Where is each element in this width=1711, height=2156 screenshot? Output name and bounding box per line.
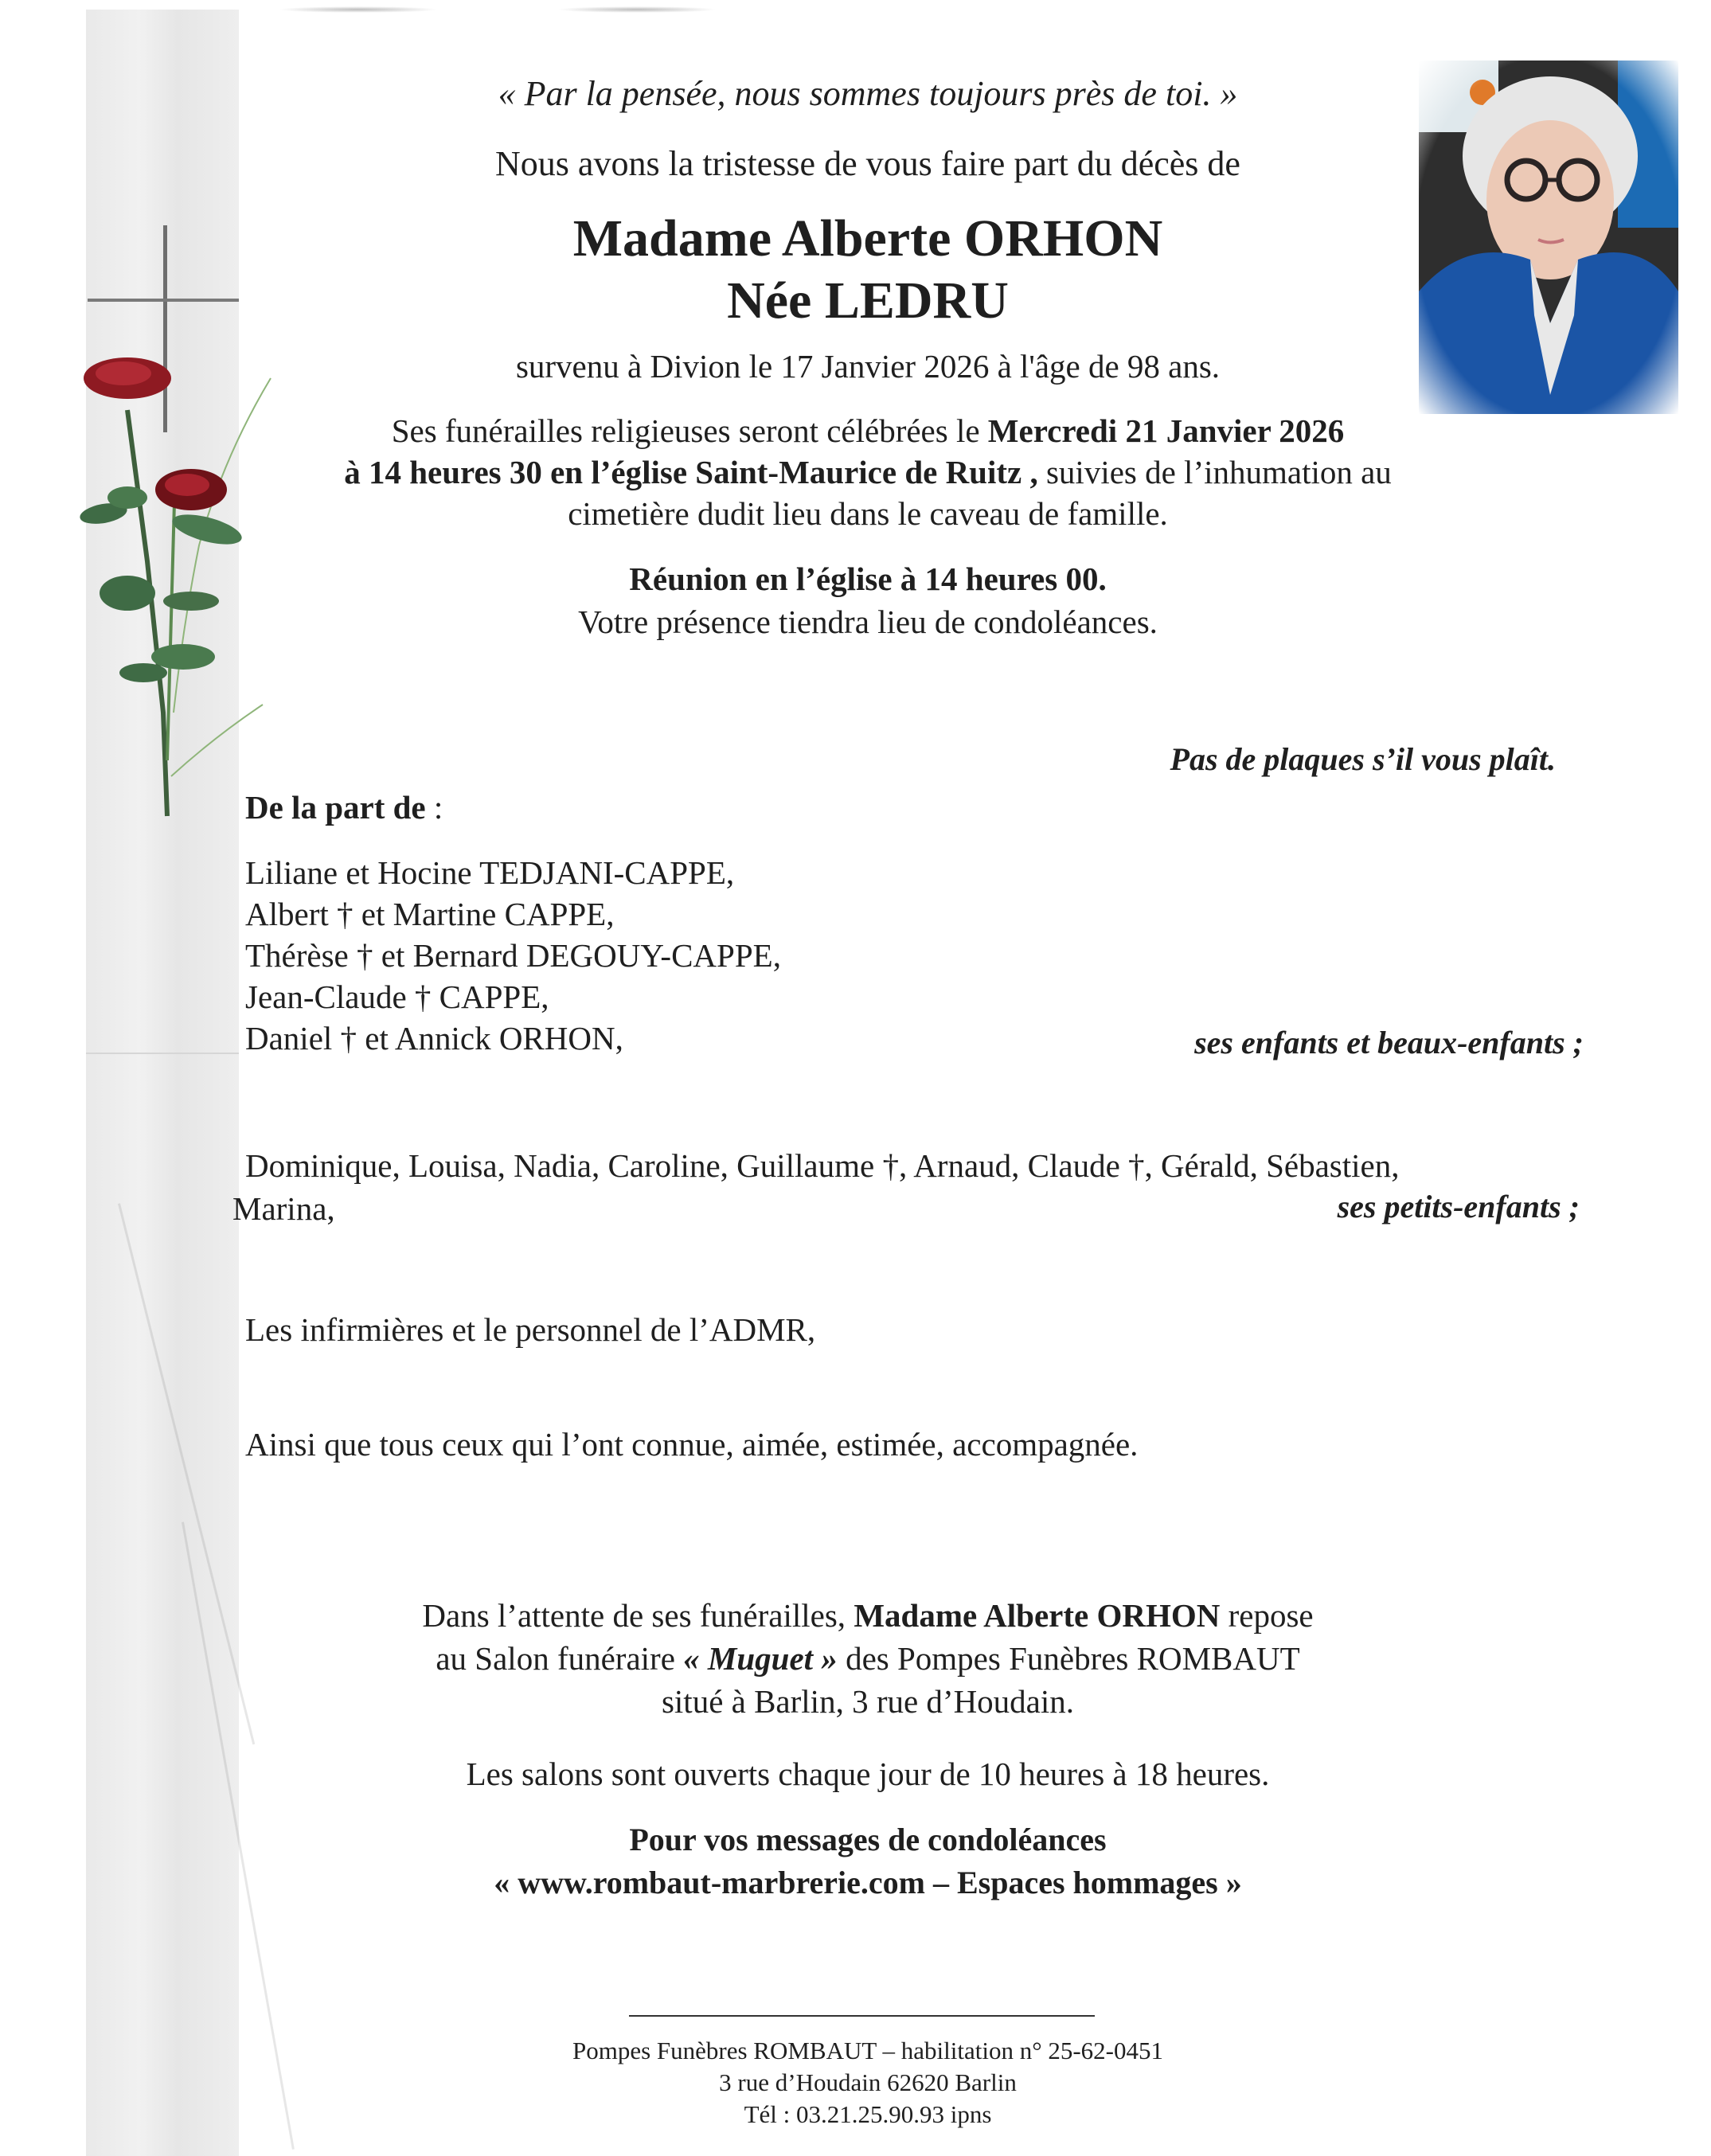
band-streak: [118, 1203, 255, 1744]
child-entry: [245, 893, 781, 935]
messages-title: Pour vos messages de condoléances: [629, 1822, 1107, 1857]
child-name: Liliane et Hocine TEDJANI-CAPPE,: [245, 854, 735, 891]
repose-deceased-name: Madame Alberte ORHON: [854, 1597, 1221, 1634]
children-role: ses enfants et beaux-enfants ;: [1194, 1025, 1584, 1060]
repose-address: situé à Barlin, 3 rue d’Houdain.: [661, 1683, 1075, 1720]
salon-name: « Muguet »: [683, 1640, 838, 1677]
scan-shadow: [279, 6, 438, 13]
funeral-line-3: cimetière dudit lieu dans le caveau de famille.: [568, 495, 1168, 532]
child-name: Thérèse: [245, 937, 357, 974]
cross-icon-horizontal: [88, 299, 239, 302]
grandchildren-role: ses petits-enfants ;: [1337, 1189, 1580, 1224]
from-label-text: De la part de: [245, 789, 426, 826]
deceased-cross-icon: †: [340, 1020, 357, 1057]
salon-hours: Les salons sont ouverts chaque jour de 10 heures à 18 heures.: [466, 1756, 1270, 1792]
grandchildren-line-1: Dominique, Louisa, Nadia, Caroline, Guillaume †, Arnaud, Claude †, Gérald, Sébastien,: [245, 1147, 1400, 1184]
funeral-time-place: à 14 heures 30 en l’église Saint-Maurice de Ruitz ,: [344, 454, 1038, 490]
child-name: Jean-Claude: [245, 978, 415, 1015]
footer: [239, 2035, 1497, 2131]
footer-phone: Tél : 03.21.25.90.93 ipns: [744, 2100, 992, 2128]
deceased-cross-icon: †: [414, 978, 432, 1015]
footer-company: Pompes Funèbres ROMBAUT – habilitation n° 25-62-0451: [572, 2037, 1164, 2064]
child-name-rest: et Martine CAPPE,: [353, 896, 615, 932]
nurses-line: Les infirmières et le personnel de l’ADMR,: [245, 1311, 816, 1348]
repose-line-2-text: au Salon funéraire: [436, 1640, 684, 1677]
children-list: [245, 852, 781, 1059]
scan-shadow: [557, 6, 717, 13]
condolences-note: Votre présence tiendra lieu de condoléances.: [578, 603, 1158, 640]
child-entry: [245, 852, 781, 893]
funeral-line-2-text: suivies de l’inhumation au: [1037, 454, 1392, 490]
grandchildren-line-2: Marina,: [232, 1190, 335, 1227]
footer-divider: [629, 2015, 1095, 2017]
repose-block: [239, 1594, 1497, 1723]
rose-leaves: [80, 486, 244, 682]
child-name: Daniel: [245, 1020, 341, 1057]
child-entry: [245, 935, 781, 976]
repose-line-2-suffix: des Pompes Funèbres ROMBAUT: [837, 1640, 1300, 1677]
maiden-name: Née LEDRU: [727, 271, 1009, 330]
all-others-line: Ainsi que tous ceux qui l’ont connue, aimée, estimée, accompagnée.: [245, 1426, 1139, 1463]
messages-website-link[interactable]: « www.rombaut-marbrerie.com – Espaces hommages »: [494, 1865, 1242, 1900]
funeral-line-1: [223, 410, 1513, 451]
child-name-rest: et Bernard DEGOUY-CAPPE,: [373, 937, 781, 974]
death-notice: survenu à Divion le 17 Janvier 2026 à l'âge de 98 ans.: [515, 348, 1221, 385]
band-seam: [86, 1053, 239, 1054]
reunion-block: [239, 557, 1497, 643]
from-label-colon: :: [425, 789, 443, 826]
rose-flowers: [84, 357, 227, 510]
memorial-quote: « Par la pensée, nous sommes toujours près de toi. »: [498, 74, 1238, 113]
child-name: Albert: [245, 896, 337, 932]
funeral-details: [223, 410, 1513, 534]
repose-line-1: [239, 1594, 1497, 1637]
funeral-line-1-text: Ses funérailles religieuses seront célébrées le: [391, 412, 988, 449]
child-entry: [245, 1017, 781, 1059]
child-name-rest: CAPPE,: [431, 978, 549, 1015]
funeral-date: Mercredi 21 Janvier 2026: [987, 412, 1345, 449]
no-plaques-note: Pas de plaques s’il vous plaît.: [1170, 741, 1556, 777]
child-name-rest: et Annick ORHON,: [357, 1020, 623, 1057]
from-label: [245, 788, 443, 826]
child-entry: [245, 976, 781, 1017]
deceased-name: Madame Alberte ORHON: [572, 209, 1163, 268]
messages-block: [239, 1818, 1497, 1904]
reunion-time: Réunion en l’église à 14 heures 00.: [629, 560, 1107, 597]
announcement-intro: Nous avons la tristesse de vous faire part du décès de: [495, 144, 1240, 183]
deceased-cross-icon: †: [357, 937, 373, 974]
funeral-line-2: [223, 451, 1513, 493]
deceased-cross-icon: †: [337, 896, 354, 932]
repose-line-1-text: Dans l’attente de ses funérailles,: [422, 1597, 854, 1634]
repose-line-2: [239, 1637, 1497, 1680]
repose-line-1-suffix: repose: [1220, 1597, 1314, 1634]
footer-address: 3 rue d’Houdain 62620 Barlin: [719, 2068, 1017, 2096]
